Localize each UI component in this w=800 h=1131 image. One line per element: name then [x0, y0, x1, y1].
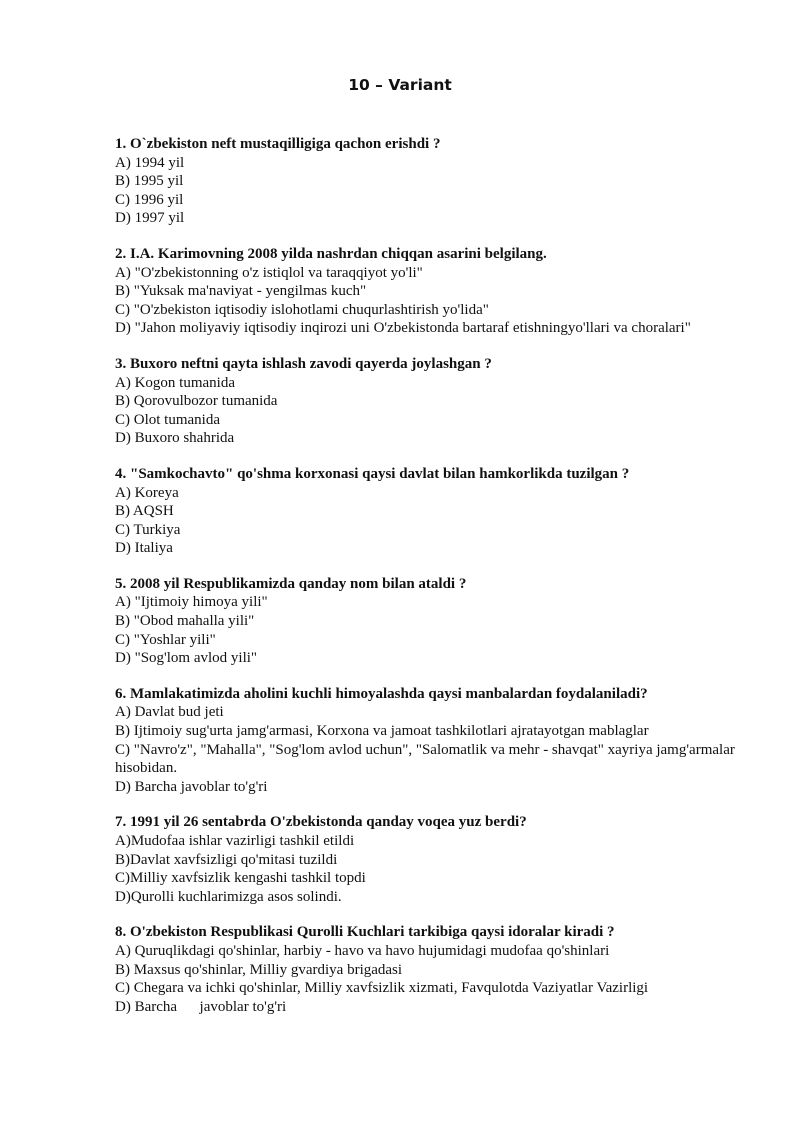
question-text: 1. O`zbekiston neft mustaqilligiga qachon erishdi ? — [115, 136, 441, 152]
option-a: A) Kogon tumanida — [115, 374, 235, 391]
question-list — [115, 135, 755, 1033]
page-title: 10 – Variant — [348, 76, 452, 94]
question-8 — [115, 923, 755, 1016]
question-1 — [115, 135, 755, 228]
option-a: A) Quruqlikdagi qo'shinlar, harbiy - havo va havo hujumidagi mudofaa qo'shinlari — [115, 942, 610, 959]
option-d: D) Barcha javoblar to'g'ri — [115, 998, 287, 1015]
option-c: C) Turkiya — [115, 521, 181, 538]
option-d: D)Qurolli kuchlarimizga asos solindi. — [115, 888, 342, 905]
option-b: B) "Obod mahalla yili" — [115, 613, 255, 630]
option-a: A) "Ijtimoiy himoya yili" — [115, 594, 268, 611]
option-a: A) 1994 yil — [115, 154, 185, 171]
option-c: C) Olot tumanida — [115, 411, 220, 428]
question-text: 7. 1991 yil 26 sentabrda O'zbekistonda qanday voqea yuz berdi? — [115, 814, 527, 831]
option-c: C) "Navro'z", "Mahalla", "Sog'lom avlod uchun", "Salomatlik va mehr - shavqat" xayriya jamg'armalar hisobidan. — [115, 741, 735, 777]
question-text: 6. Mamlakatimizda aholini kuchli himoyalashda qaysi manbalardan foydalaniladi? — [115, 685, 648, 702]
question-4 — [115, 465, 755, 558]
question-text: 3. Buxoro neftni qayta ishlash zavodi qayerda joylashgan ? — [115, 355, 492, 372]
option-c: C) "Yoshlar yili" — [115, 631, 216, 648]
question-text: 8. O'zbekiston Respublikasi Qurolli Kuchlari tarkibiga qaysi idoralar kiradi ? — [115, 924, 615, 941]
question-5 — [115, 575, 755, 668]
option-a: A)Mudofaa ishlar vazirligi tashkil etildi — [115, 833, 355, 849]
question-2 — [115, 245, 755, 338]
option-a: A) "O'zbekistonning o'z istiqlol va taraqqiyot yo'li" — [115, 264, 423, 281]
option-d: D) Buxoro shahrida — [115, 430, 235, 447]
option-b: B) Maxsus qo'shinlar, Milliy gvardiya brigadasi — [115, 961, 403, 978]
option-b: B) "Yuksak ma'naviyat - yengilmas kuch" — [115, 283, 367, 300]
question-7 — [115, 813, 755, 906]
question-text: 4. "Samkochavto" qo'shma korxonasi qaysi davlat bilan hamkorlikda tuzilgan ? — [115, 465, 630, 482]
option-d: D) "Sog'lom avlod yili" — [115, 650, 258, 667]
option-b: B) 1995 yil — [115, 173, 184, 190]
option-b: B) Ijtimoiy sug'urta jamg'armasi, Korxona va jamoat tashkilotlari ajratayotgan mablaglar — [115, 723, 649, 740]
option-c: C) Chegara va ichki qo'shinlar, Milliy xavfsizlik xizmati, Favqulotda Vaziyatlar Vazirligi — [115, 980, 649, 997]
option-b: B) Qorovulbozor tumanida — [115, 393, 278, 410]
question-6 — [115, 685, 755, 797]
question-3 — [115, 355, 755, 448]
option-a: A) Koreya — [115, 484, 179, 501]
option-b: B) AQSH — [115, 503, 174, 520]
option-c: C)Milliy xavfsizlik kengashi tashkil topdi — [115, 870, 366, 887]
option-b: B)Davlat xavfsizligi qo'mitasi tuzildi — [115, 851, 338, 868]
question-text: 2. I.A. Karimovning 2008 yilda nashrdan chiqqan asarini belgilang. — [115, 245, 547, 262]
option-c: C) "O'zbekiston iqtisodiy islohotlami chuqurlashtirish yo'lida" — [115, 301, 489, 318]
option-d: D) Barcha javoblar to'g'ri — [115, 778, 268, 795]
option-d: D) Italiya — [115, 540, 173, 557]
option-a: A) Davlat bud jeti — [115, 704, 224, 721]
option-d: D) "Jahon moliyaviy iqtisodiy inqirozi uni O'zbekistonda bartaraf etishningyo'llari va choralari" — [115, 320, 691, 337]
option-d: D) 1997 yil — [115, 210, 185, 227]
question-text: 5. 2008 yil Respublikamizda qanday nom bilan ataldi ? — [115, 575, 467, 592]
option-c: C) 1996 yil — [115, 191, 184, 208]
